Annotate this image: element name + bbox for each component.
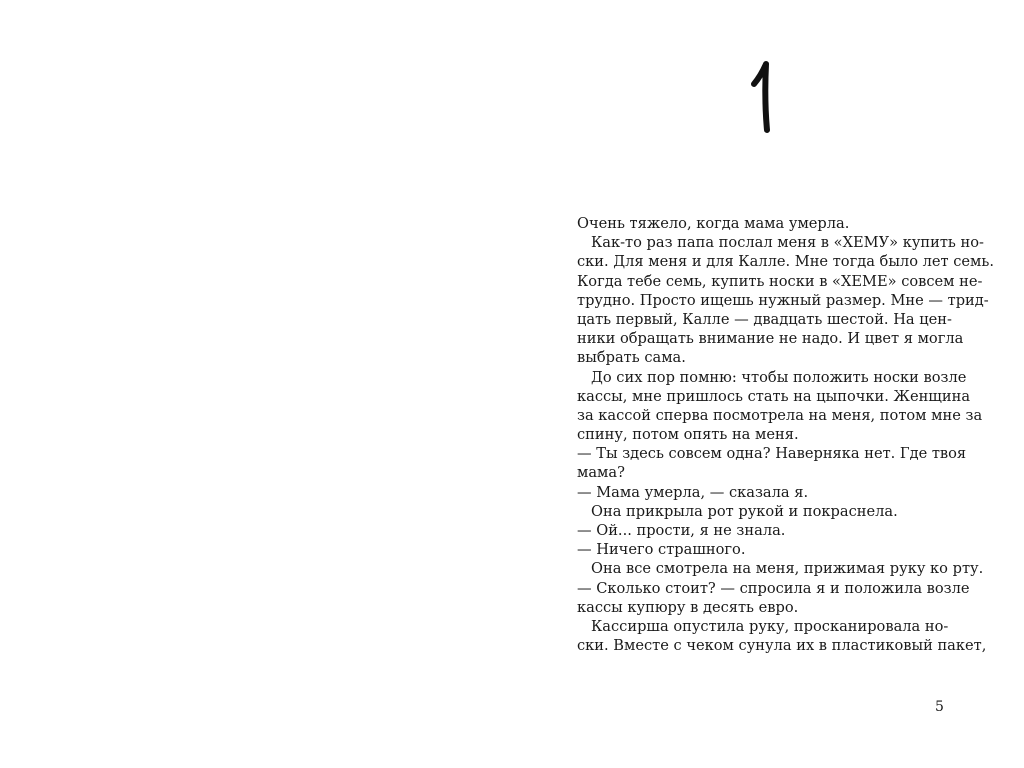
text-line: Кассирша опустила руку, просканировала но- — [591, 617, 949, 635]
text-line: Она все смотрела на меня, прижимая руку ко рту. — [591, 560, 984, 578]
text-line: цать первый, Калле — двадцать шестой. На цен- — [577, 310, 952, 328]
text-line: — Мама умерла, — сказала я. — [577, 483, 809, 501]
text-line: трудно. Просто ищешь нужный размер. Мне — трид- — [577, 291, 989, 309]
text-line: Как-то раз папа послал меня в «ХЕМУ» купить но- — [591, 234, 984, 252]
text-line: — Ничего страшного. — [577, 541, 746, 559]
text-line: Когда тебе семь, купить носки в «ХЕМЕ» совсем не- — [577, 272, 983, 290]
text-line: — Ой... прости, я не знала. — [577, 522, 786, 539]
text-line: ники обращать внимание не надо. И цвет я могла — [577, 330, 964, 348]
text-line: за кассой сперва посмотрела на меня, потом мне за — [577, 406, 983, 424]
text-line: — Ты здесь совсем одна? Наверняка нет. Где твоя — [577, 445, 967, 463]
right-page — [512, 0, 1024, 768]
text-line: Очень тяжело, когда мама умерла. — [577, 215, 850, 232]
text-line: выбрать сама. — [577, 349, 686, 367]
chapter-number-glyph — [750, 60, 780, 136]
text-line: спину, потом опять на меня. — [577, 426, 799, 444]
chapter-body-text — [577, 214, 994, 655]
text-line: Она прикрыла рот рукой и покраснела. — [591, 502, 898, 520]
chapter-number — [750, 60, 780, 136]
text-line: кассы, мне пришлось стать на цыпочки. Женщина — [577, 387, 971, 405]
text-line: ски. Для меня и для Калле. Мне тогда было лет семь. — [577, 253, 994, 271]
text-line: мама? — [577, 464, 625, 482]
text-line: ски. Вместе с чеком сунула их в пластиковый пакет, — [577, 637, 987, 655]
text-line: До сих пор помню: чтобы положить носки возле — [591, 368, 967, 386]
text-line: — Сколько стоит? — спросила я и положила возле — [577, 579, 970, 597]
text-line: кассы купюру в десять евро. — [577, 598, 799, 616]
page-number: 5 — [935, 699, 944, 715]
